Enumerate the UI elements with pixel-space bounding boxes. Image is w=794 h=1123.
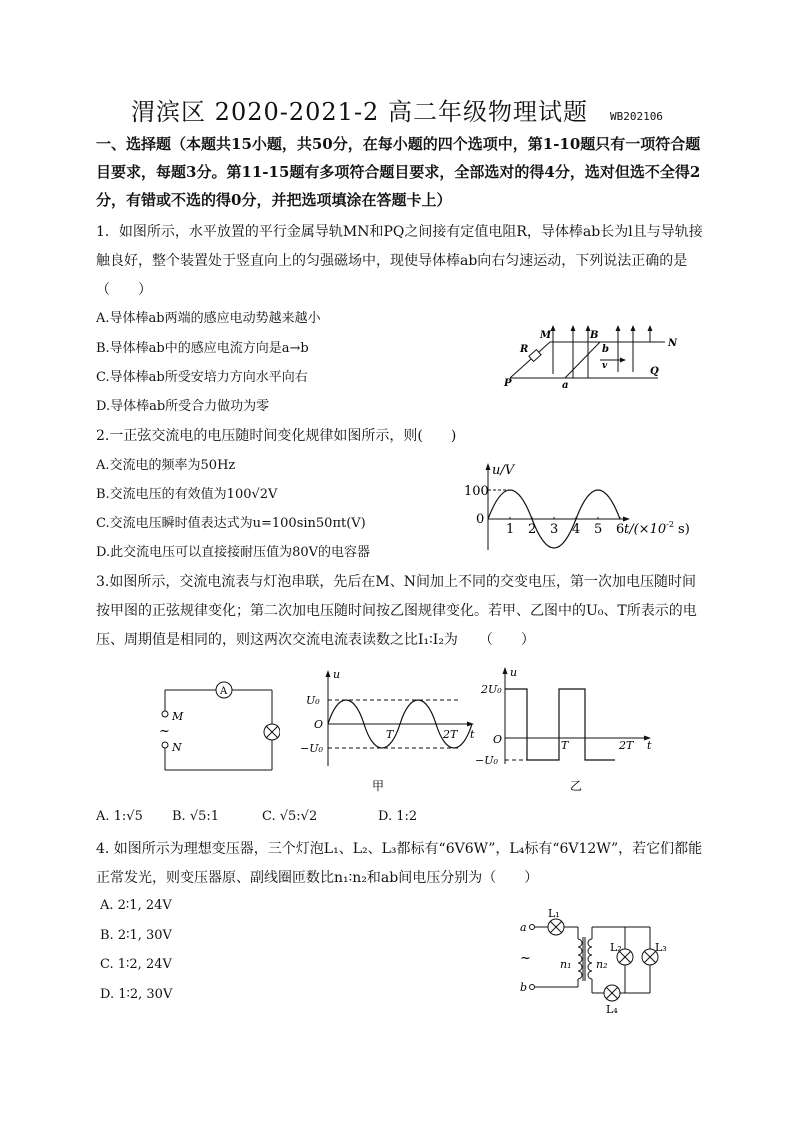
q3-yi-2t-tick: 2T bbox=[619, 739, 634, 752]
q1-label-v: v bbox=[602, 361, 608, 371]
q3-jia-neg-u0: −U₀ bbox=[300, 742, 323, 755]
q2-stem: 2.一正弦交流电的电压随时间变化规律如图所示，则( ) bbox=[96, 428, 457, 444]
q1-option-c: C.导体棒ab所受安培力方向水平向右 bbox=[96, 370, 308, 385]
q2-y-axis-label: u/V bbox=[492, 463, 515, 478]
q3-label-m: M bbox=[172, 710, 184, 723]
q2-option-d: D.此交流电压可以直接接耐压值为80V的电容器 bbox=[96, 545, 371, 560]
q4-label-l2: L₂ bbox=[610, 941, 622, 954]
exam-code: WB202106 bbox=[609, 110, 663, 123]
q3-ac-symbol: ~ bbox=[159, 724, 170, 739]
q3-yi-u-label: u bbox=[510, 666, 518, 679]
q4-option-c: C. 1∶2, 24V bbox=[100, 957, 172, 972]
q1-option-a: A.导体棒ab两端的感应电动势越来越小 bbox=[96, 311, 321, 326]
q3-yi-t-tick: T bbox=[561, 739, 569, 752]
q3-option-c: C. √5:√2 bbox=[262, 809, 318, 824]
q3-graph-yi bbox=[475, 664, 665, 799]
q2-x-tick: 5 bbox=[594, 522, 603, 537]
q3-option-d: D. 1:2 bbox=[378, 809, 418, 824]
q3-ammeter-symbol: A bbox=[220, 686, 228, 697]
q4-label-b: b bbox=[520, 981, 528, 994]
q4-label-l4: L₄ bbox=[606, 1003, 618, 1015]
q3-label-n: N bbox=[172, 741, 182, 754]
q2-voltage-graph bbox=[456, 460, 696, 552]
q2-option-b: B.交流电压的有效值为100√2V bbox=[96, 487, 278, 502]
q1-label-b: b bbox=[602, 344, 609, 355]
q3-jia-2t-tick: 2T bbox=[443, 728, 458, 741]
q1-label-r: R bbox=[520, 344, 529, 355]
q1-label-a: a bbox=[562, 380, 569, 391]
q3-yi-caption: 乙 bbox=[570, 779, 583, 793]
q2-x-tick: 3 bbox=[550, 522, 559, 537]
q1-stem: 1．如图所示，水平放置的平行金属导轨MN和PQ之间接有定值电阻R，导体棒ab长为l且与导轨接触良好，整个装置处于竖直向上的匀强磁场中，现使导体棒ab向右匀速运动，下列说法正确的是（ ） bbox=[96, 224, 703, 298]
q3-stem: 3.如图所示，交流电流表与灯泡串联，先后在M、N间加上不同的交变电压，第一次加电压随时间按甲图的正弦规律变化；第二次加电压随时间按乙图规律变化。若甲、乙图中的U₀、T所表示的电压、周期值是相同的，则这两次交流电流表读数之比I₁∶I₂为 （ ） bbox=[96, 574, 697, 648]
q1-label-n: N bbox=[668, 338, 678, 349]
q3-jia-t-tick: T bbox=[386, 728, 394, 741]
q1-rail-figure bbox=[500, 322, 690, 394]
q2-x-tick: 6 bbox=[616, 522, 625, 537]
q4-label-n1: n₁ bbox=[560, 958, 572, 971]
q4-option-d: D. 1∶2, 30V bbox=[100, 987, 173, 1002]
q3-yi-origin: O bbox=[493, 733, 503, 746]
q4-label-l3: L₃ bbox=[655, 941, 667, 954]
q1-label-p: P bbox=[504, 378, 512, 389]
q2-x-tick: 2 bbox=[528, 522, 537, 537]
q2-origin: 0 bbox=[476, 512, 485, 527]
q4-transformer-circuit bbox=[510, 905, 690, 1015]
q3-jia-u0: U₀ bbox=[306, 694, 320, 707]
q3-jia-caption: 甲 bbox=[372, 779, 385, 793]
q1-option-d: D.导体棒ab所受合力做功为零 bbox=[96, 399, 270, 414]
section-instructions: 一、选择题（本题共15小题，共50分，在每小题的四个选项中，第1-10题只有一项符合题目要求，每题3分。第11-15题有多项符合题目要求，全部选对的得4分，选对但选不全得2分，有错或不选的得0分，并把选项填涂在答题卡上） bbox=[96, 135, 701, 209]
q2-x-tick: 4 bbox=[572, 522, 581, 537]
q1-label-b-upper: B bbox=[590, 330, 599, 341]
q4-ac-symbol: ~ bbox=[520, 951, 531, 966]
q3-jia-u-label: u bbox=[333, 668, 341, 681]
q3-option-a: A. 1:√5 bbox=[96, 809, 143, 824]
q3-jia-origin: O bbox=[314, 718, 324, 731]
q3-jia-t-axis: t bbox=[470, 728, 475, 741]
q4-option-a: A. 2∶1, 24V bbox=[100, 898, 172, 913]
q2-x-tick: 1 bbox=[506, 522, 515, 537]
q3-graph-jia bbox=[300, 664, 480, 799]
q3-option-b: B. √5:1 bbox=[172, 809, 220, 824]
q1-label-m: M bbox=[540, 330, 552, 341]
q2-x-axis-label: $t/(\times 10^{-2}$ s) bbox=[624, 520, 690, 537]
q1-option-b: B.导体棒ab中的感应电流方向是a→b bbox=[96, 341, 309, 356]
q4-label-l1: L₁ bbox=[548, 907, 560, 920]
q4-label-n2: n₂ bbox=[596, 958, 608, 971]
q4-label-a: a bbox=[520, 921, 527, 934]
q2-option-a: A.交流电的频率为50Hz bbox=[96, 458, 236, 473]
q3-circuit bbox=[150, 680, 280, 775]
q1-label-q: Q bbox=[650, 366, 659, 377]
q2-option-c: C.交流电压瞬时值表达式为u=100sin50πt(V) bbox=[96, 516, 366, 531]
q3-yi-2u0: 2U₀ bbox=[481, 683, 502, 696]
q3-yi-t-axis: t bbox=[647, 739, 652, 752]
q2-y-tick-100: 100 bbox=[464, 484, 489, 499]
q3-yi-neg-u0: −U₀ bbox=[475, 754, 498, 767]
q4-stem: 4. 如图所示为理想变压器，三个灯泡L₁、L₂、L₃都标有“6V6W”，L₄标有“6V12W”，若它们都能正常发光，则变压器原、副线圈匝数比n₁∶n₂和ab间电压分别为（ ） bbox=[96, 841, 703, 886]
page-title bbox=[0, 92, 794, 127]
q4-option-b: B. 2∶1, 30V bbox=[100, 928, 172, 943]
title-text: 渭滨区 2020-2021-2 高二年级物理试题 bbox=[131, 98, 588, 126]
